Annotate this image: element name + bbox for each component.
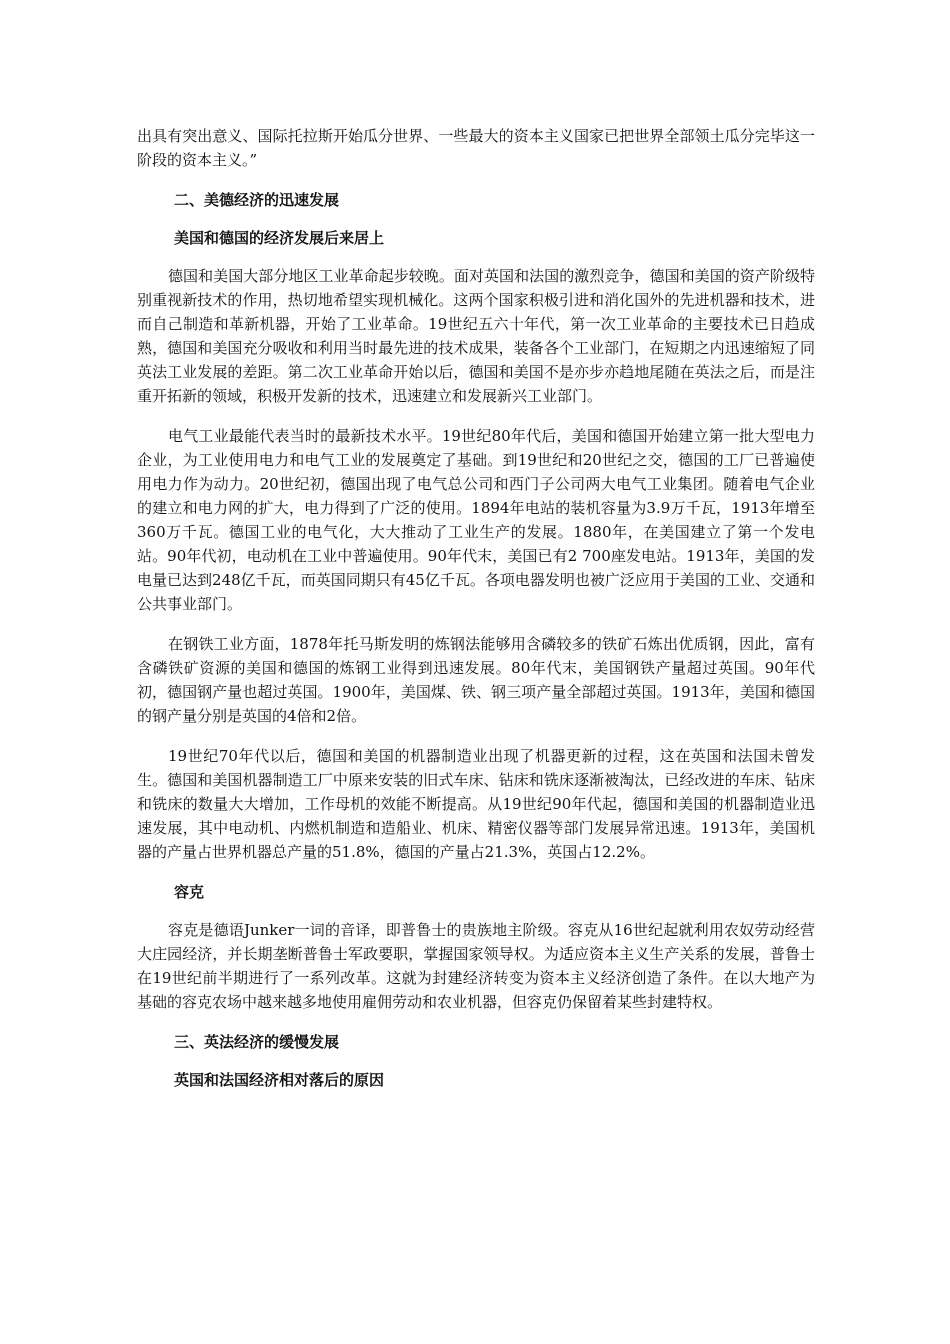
paragraph-steel-industry: 在钢铁工业方面，1878年托马斯发明的炼钢法能够用含磷较多的铁矿石炼出优质钢，因此，富有含磷铁矿资源的美国和德国的炼钢工业得到迅速发展。80年代末，美国钢铁产量超过英国。90年代初，德国钢产量也超过英国。1900年，美国煤、铁、钢三项产量全部超过英国。1913年，美国和德国的钢产量分别是英国的4倍和2倍。 (137, 635, 815, 725)
document-page (137, 124, 815, 1092)
subheading-uk-france-reasons: 英国和法国经济相对落后的原因 (174, 1071, 385, 1089)
paragraph-electrical-industry: 电气工业最能代表当时的最新技术水平。19世纪80年代后，美国和德国开始建立第一批大型电力企业，为工业使用电力和电气工业的发展奠定了基础。到19世纪和20世纪之交，德国的工厂已普遍使用电力作为动力。20世纪初，德国出现了电气总公司和西门子公司两大电气工业集团。随着电气企业的建立和电力网的扩大，电力得到了广泛的使用。1894年电站的装机容量为3.9万千瓦，1913年增至360万千瓦。德国工业的电气化，大大推动了工业生产的发展。1880年，在美国建立了第一个发电站。90年代初，电动机在工业中普遍使用。90年代末，美国已有2 700座发电站。1913年，美国的发电量已达到248亿千瓦，而英国同期只有45亿千瓦。各项电器发明也被广泛应用于美国的工业、交通和公共事业部门。 (137, 427, 815, 613)
paragraph-junker: 容克是德语Junker一词的音译，即普鲁士的贵族地主阶级。容克从16世纪起就利用农奴劳动经营大庄园经济，并长期垄断普鲁士军政要职，掌握国家领导权。为适应资本主义生产关系的发展，普鲁士在19世纪前半期进行了一系列改革。这就为封建经济转变为资本主义经济创造了条件。在以大地产为基础的容克农场中越来越多地使用雇佣劳动和农业机器，但容克仍保留着某些封建特权。 (137, 921, 815, 1011)
paragraph-industrial-revolution: 德国和美国大部分地区工业革命起步较晚。面对英国和法国的激烈竞争，德国和美国的资产阶级特别重视新技术的作用，热切地希望实现机械化。这两个国家积极引进和消化国外的先进机器和技术，进而自己制造和革新机器，开始了工业革命。19世纪五六十年代，第一次工业革命的主要技术已日趋成熟，德国和美国充分吸收和利用当时最先进的技术成果，装备各个工业部门，在短期之内迅速缩短了同英法工业发展的差距。第二次工业革命开始以后，德国和美国不是亦步亦趋地尾随在英法之后，而是注重开拓新的领域，积极开发新的技术，迅速建立和发展新兴工业部门。 (137, 267, 815, 405)
paragraph-continuation: 出具有突出意义、国际托拉斯开始瓜分世界、一些最大的资本主义国家已把世界全部领土瓜分完毕这一阶段的资本主义。” (137, 127, 815, 169)
subheading-junker: 容克 (174, 883, 205, 901)
section-heading-2: 二、美德经济的迅速发展 (174, 191, 340, 209)
paragraph-machine-industry: 19世纪70年代以后，德国和美国的机器制造业出现了机器更新的过程，这在英国和法国未曾发生。德国和美国机器制造工厂中原来安装的旧式车床、钻床和铣床逐渐被淘汰，已经改进的车床、钻床和铣床的数量大大增加，工作母机的效能不断提高。从19世纪90年代起，德国和美国的机器制造业迅速发展，其中电动机、内燃机制造和造船业、机床、精密仪器等部门发展异常迅速。1913年，美国机器的产量占世界机器总产量的51.8%，德国的产量占21.3%，英国占12.2%。 (137, 747, 815, 861)
subheading-us-germany: 美国和德国的经济发展后来居上 (174, 229, 385, 247)
section-heading-3: 三、英法经济的缓慢发展 (174, 1033, 340, 1051)
